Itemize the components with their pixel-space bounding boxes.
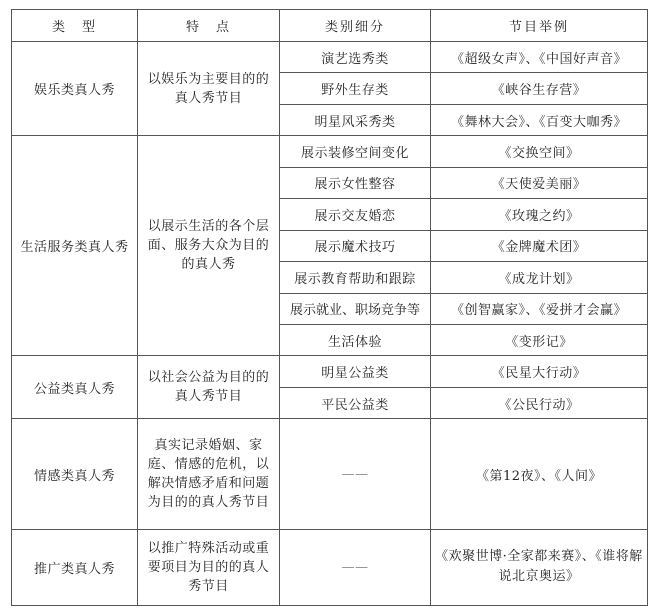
table-row [12,136,648,167]
subcategory-cell: 展示女性整容 [280,167,431,198]
subcategory-cell: 野外生存类 [280,73,431,104]
table-row [12,419,648,530]
table-row [12,42,648,73]
category-type: 公益类真人秀 [12,356,138,419]
category-type: 推广类真人秀 [12,529,138,605]
header-examples: 节目举例 [431,10,648,42]
subcategory-cell: 演艺选秀类 [280,42,431,73]
example-cell: 《玫瑰之约》 [431,199,648,230]
example-cell: 《超级女声》、《中国好声音》 [431,42,648,73]
category-feature: 以推广特殊活动或重要项目为目的的真人秀节目 [138,529,280,605]
subcategory-cell: 明星公益类 [280,356,431,387]
subcategory-cell: 展示魔术技巧 [280,230,431,261]
category-feature: 以娱乐为主要目的的真人秀节目 [138,42,280,136]
subcategory-cell: 生活体验 [280,324,431,355]
category-type: 生活服务类真人秀 [12,136,138,356]
example-cell: 《第12夜》、《人间》 [431,419,648,530]
example-cell: 《成龙计划》 [431,262,648,293]
header-feature: 特 点 [138,10,280,42]
example-cell: 《欢聚世博·全家都来赛》、《谁将解说北京奥运》 [431,529,648,605]
example-cell: 《金牌魔术团》 [431,230,648,261]
example-cell: 《创智赢家》、《爱拼才会赢》 [431,293,648,324]
table-row [12,529,648,605]
example-cell: 《峡谷生存营》 [431,73,648,104]
table-row [12,356,648,387]
category-feature: 真实记录婚姻、家庭、情感的危机，以解决情感矛盾和问题为目的的真人秀节目 [138,419,280,530]
reality-show-classification-table [11,9,648,606]
example-cell: 《天使爱美丽》 [431,167,648,198]
example-cell: 《公民行动》 [431,387,648,418]
header-subcategory: 类别细分 [280,10,431,42]
subcategory-cell: 展示交友婚恋 [280,199,431,230]
subcategory-cell: 展示就业、职场竞争等 [280,293,431,324]
subcategory-cell: 展示装修空间变化 [280,136,431,167]
example-cell: 《变形记》 [431,324,648,355]
category-type: 情感类真人秀 [12,419,138,530]
example-cell: 《民星大行动》 [431,356,648,387]
subcategory-cell: 展示教育帮助和跟踪 [280,262,431,293]
subcategory-cell: 明星风采秀类 [280,104,431,135]
subcategory-cell: —— [280,419,431,530]
header-row [12,10,648,42]
subcategory-cell: —— [280,529,431,605]
category-feature: 以展示生活的各个层面、服务大众为目的的真人秀 [138,136,280,356]
category-feature: 以社会公益为目的的真人秀节目 [138,356,280,419]
example-cell: 《交换空间》 [431,136,648,167]
header-type: 类 型 [12,10,138,42]
subcategory-cell: 平民公益类 [280,387,431,418]
example-cell: 《舞林大会》、《百变大咖秀》 [431,104,648,135]
category-type: 娱乐类真人秀 [12,42,138,136]
